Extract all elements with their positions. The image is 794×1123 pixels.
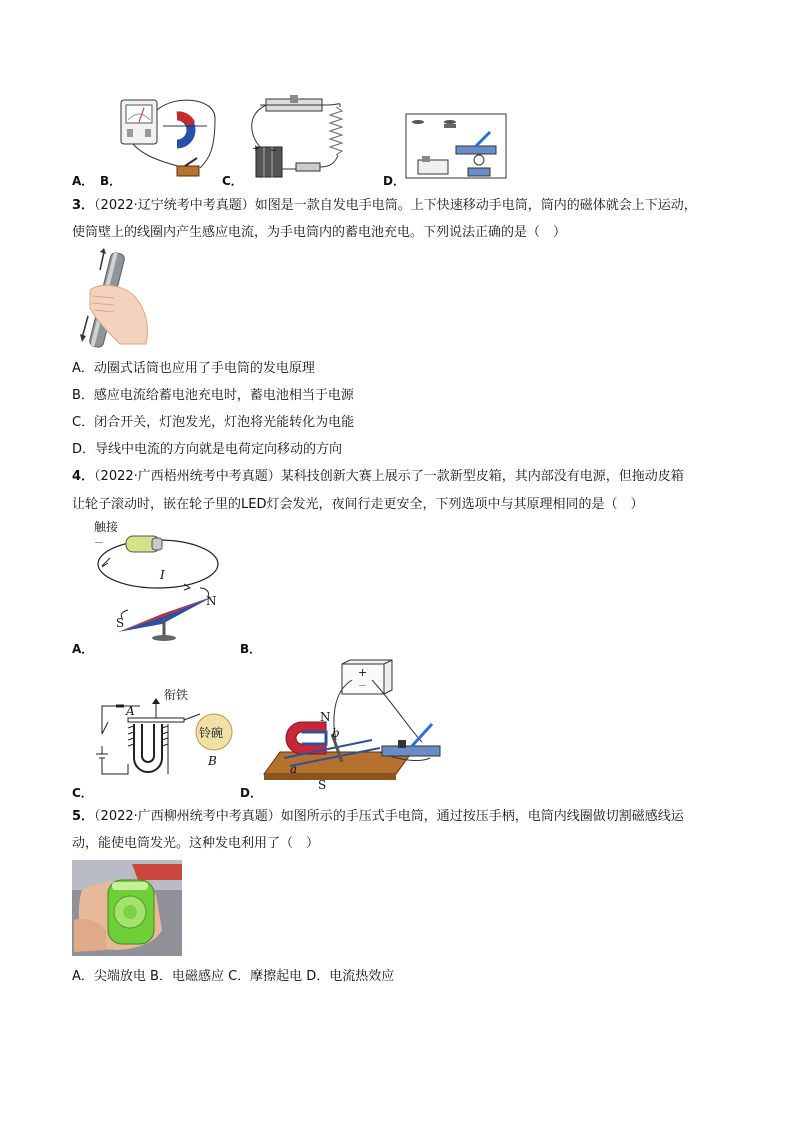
q4-fig-d-minus: －: [358, 682, 368, 692]
q4-figure-a: [88, 518, 228, 643]
q5-stem-line1: [72, 808, 684, 826]
q4-text-1: 某科技创新大赛上展示了一款新型皮箱，其内部没有电源，但拖动皮箱: [280, 469, 684, 484]
q2-figure-b: [115, 98, 215, 188]
q4-fig-a-north-label: N: [206, 594, 217, 608]
svg-text:+: +: [252, 144, 260, 154]
q4-number: 4．: [72, 469, 95, 484]
q4-stem-line2: 让轮子滚动时，嵌在轮子里的LED灯会发光，夜间行走更安全，下列选项中与其原理相同的是（ ）: [72, 497, 644, 512]
q4-fig-d-south-label: S: [318, 778, 327, 792]
q4-fig-d-plus: +: [358, 666, 368, 679]
q2-option-c[interactable]: C．: [222, 174, 243, 188]
q4-fig-c-label-a: A: [126, 704, 135, 718]
q5-stem-line2: 动，能使电筒发光。这种发电利用了（ ）: [72, 836, 320, 851]
q4-option-c[interactable]: C．: [72, 786, 93, 800]
q4-fig-c-bell-label: 铃碗: [199, 726, 224, 740]
q4-figure-d: [262, 662, 444, 794]
q5-text-1: 如图所示的手压式手电筒，通过按压手柄，电筒内线圈做切割磁感线运: [280, 809, 684, 824]
q4-figure-c: [88, 684, 238, 780]
q4-fig-a-current-label: I: [160, 568, 165, 582]
q4-option-b[interactable]: B．: [240, 642, 262, 656]
svg-text:−: −: [270, 146, 278, 156]
q2-option-d[interactable]: D．: [383, 174, 405, 188]
q3-text-1: 如图是一款自发电手电筒。上下快速移动手电筒，筒内的磁体就会上下运动，: [254, 198, 697, 213]
q4-stem-line1: [72, 468, 684, 486]
q4-fig-d-north-label: N: [320, 710, 331, 724]
q3-option-d[interactable]: D．导线中电流的方向就是电荷定向移动的方向: [72, 442, 343, 457]
q3-flashlight-figure: [80, 248, 160, 348]
q4-fig-c-label-b: B: [208, 754, 217, 768]
q4-fig-d-label-b: b: [332, 726, 340, 740]
q3-stem-line2: 使筒壁上的线圈内产生感应电流，为手电筒内的蓄电池充电。下列说法正确的是（ ）: [72, 225, 567, 240]
q3-option-c[interactable]: C．闭合开关，灯泡发光，灯泡将光能转化为电能: [72, 415, 355, 430]
q4-fig-a-minus: －: [94, 538, 104, 549]
q4-fig-c-armature-label: 衔铁: [164, 688, 189, 702]
q2-option-a[interactable]: A．: [72, 174, 94, 188]
q3-number: 3．: [72, 198, 95, 213]
q5-source: （2022·广西柳州统考中考真题）: [94, 809, 281, 824]
q2-option-b[interactable]: B．: [100, 174, 122, 188]
q2-figure-c: [236, 95, 356, 185]
q3-option-b[interactable]: B．感应电流给蓄电池充电时，蓄电池相当于电源: [72, 388, 354, 403]
q4-option-d[interactable]: D．: [240, 786, 262, 800]
q5-number: 5．: [72, 809, 95, 824]
q5-hand-flashlight-photo: [72, 860, 182, 956]
q4-option-a[interactable]: A．: [72, 642, 94, 656]
q3-option-a[interactable]: A．动圈式话筒也应用了手电筒的发电原理: [72, 361, 315, 376]
q5-options[interactable]: A．尖端放电 B．电磁感应 C．摩擦起电 D．电流热效应: [72, 969, 395, 984]
q4-fig-a-south-label: S: [116, 616, 125, 630]
q4-source: （2022·广西梧州统考中考真题）: [94, 469, 281, 484]
q3-source: （2022·辽宁统考中考真题）: [94, 198, 255, 213]
q2-figure-d: [400, 110, 512, 186]
q4-fig-a-touch-label: 触接: [94, 520, 119, 534]
q3-stem-line1: [72, 197, 697, 215]
q4-fig-d-label-a: a: [290, 762, 298, 776]
